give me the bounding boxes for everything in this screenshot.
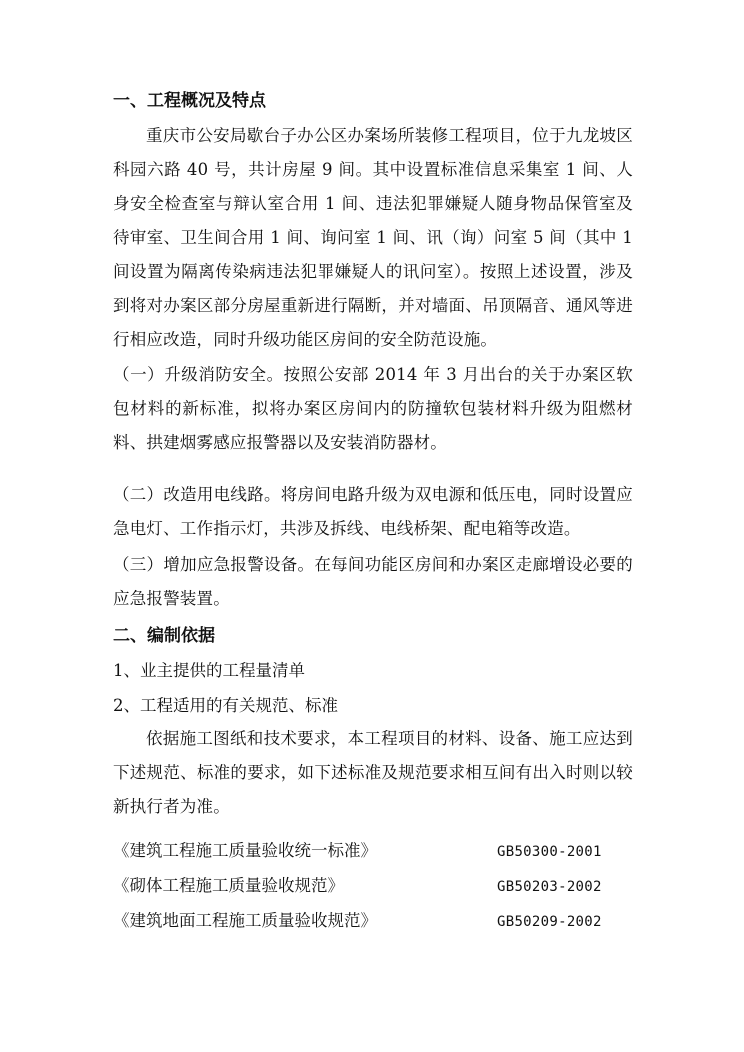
section-1-heading: 一、工程概况及特点 (113, 91, 266, 111)
standard-code: GB50209-2002 (497, 914, 602, 930)
basis-line-2: 2、工程适用的有关规范、标准 (113, 696, 338, 715)
section-2-paragraph: 依据施工图纸和技术要求，本工程项目的材料、设备、施工应达到下述规范、标准的要求，如下述标准及规范要求相互间有出入时则以较新执行者为准。 (113, 729, 633, 816)
section-1-intro-paragraph: 重庆市公安局歇台子办公区办案场所装修工程项目，位于九龙坡区科园六路 40 号，共计房屋 9 间。其中设置标准信息采集室 1 间、人身安全检查室与辩认室合用 1 间、违法犯罪嫌疑人随身物品保管室及待审室、卫生间合用 1 间、询问室 1 间、讯（询）问室 5 间（其中 1 间设置为隔离传染病违法犯罪嫌疑人的讯问室）。按照上述设置，涉及到将对办案区部分房屋重新进行隔断，并对墙面、吊顶隔音、通风等进行相应改造，同时升级功能区房间的安全防范设施。 (113, 126, 633, 349)
basis-line-1: 1、业主提供的工程量清单 (113, 661, 305, 680)
section-1-item-3: （三）增加应急报警设备。在每间功能区房间和办案区走廊增设必要的应急报警装置。 (113, 555, 633, 608)
standard-name: 《建筑工程施工质量验收统一标准》 (113, 841, 377, 860)
standard-code: GB50300-2001 (497, 844, 602, 860)
standard-name: 《建筑地面工程施工质量验收规范》 (113, 911, 377, 930)
standard-code: GB50203-2002 (497, 879, 602, 895)
section-1-item-1: （一）升级消防安全。按照公安部 2014 年 3 月出台的关于办案区软包材料的新标准，拟将办案区房间内的防撞软包装材料升级为阻燃材料、拱建烟雾感应报警器以及安装消防器材。 (113, 365, 633, 452)
section-2-heading: 二、编制依据 (113, 626, 215, 646)
standard-name: 《砌体工程施工质量验收规范》 (113, 876, 344, 895)
section-1-item-2: （二）改造用电线路。将房间电路升级为双电源和低压电，同时设置应急电灯、工作指示灯，共涉及拆线、电线桥架、配电箱等改造。 (113, 485, 633, 538)
